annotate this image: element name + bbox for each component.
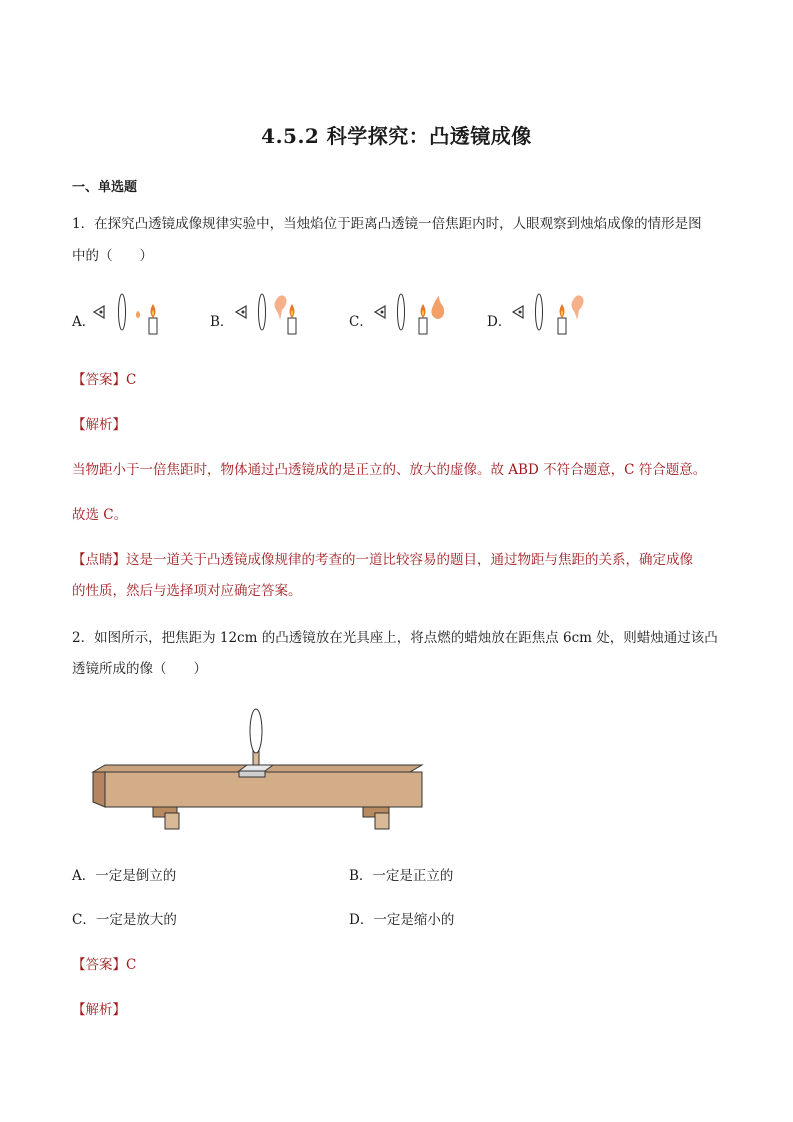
lens-candle-figure-c: [369, 292, 469, 337]
option-label: D．: [487, 314, 512, 330]
q1-option-c[interactable]: [349, 310, 469, 350]
q2-option-d[interactable]: D．一定是缩小的: [349, 912, 455, 928]
q1-option-a[interactable]: [72, 310, 192, 350]
comment-text: 这是一道关于凸透镜成像规律的考查的一道比较容易的题目，通过物距与焦距的关系，确定成像: [126, 552, 693, 568]
optical-bench-figure: [85, 705, 430, 835]
q1-conclusion: 故选 C。: [72, 507, 128, 523]
q2-option-a[interactable]: A．一定是倒立的: [72, 868, 177, 884]
lens-candle-figure-b: [230, 292, 330, 337]
q1-text-line1: 1．在探究凸透镜成像规律实验中，当烛焰位于距离凸透镜一倍焦距内时，人眼观察到烛焰成像的情形是图: [72, 216, 702, 232]
q1-option-d[interactable]: [487, 310, 607, 350]
q1-comment-line1: [72, 550, 693, 570]
option-label: A．: [72, 314, 96, 330]
option-label: B．: [210, 314, 234, 330]
q1-answer: 【答案】C: [72, 372, 137, 388]
q1-analysis: 当物距小于一倍焦距时，物体通过凸透镜成的是正立的、放大的虚像。故 ABD 不符合题意，C 符合题意。: [72, 462, 707, 478]
q1-option-b[interactable]: [210, 310, 330, 350]
option-label: C．: [349, 314, 373, 330]
page-title: 4.5.2 科学探究：凸透镜成像: [261, 124, 532, 148]
q2-answer: 【答案】C: [72, 957, 137, 973]
q2-text-line2: 透镜所成的像（ ）: [72, 661, 207, 677]
section-heading: 一、单选题: [72, 180, 138, 195]
comment-tag: 【点睛】: [72, 552, 126, 568]
lens-candle-figure-a: [92, 292, 192, 337]
q2-analysis-tag: 【解析】: [72, 1002, 126, 1018]
q2-text-line1: 2．如图所示，把焦距为 12cm 的凸透镜放在光具座上，将点燃的蜡烛放在距焦点 6cm 处，则蜡烛通过该凸: [72, 630, 718, 646]
q2-option-c[interactable]: C．一定是放大的: [72, 912, 177, 928]
q1-text-line2: 中的（ ）: [72, 248, 153, 264]
q1-analysis-tag: 【解析】: [72, 417, 126, 433]
q1-comment-line2: 的性质，然后与选择项对应确定答案。: [72, 583, 302, 599]
q2-option-b[interactable]: B．一定是正立的: [349, 868, 454, 884]
lens-candle-figure-d: [507, 292, 607, 337]
